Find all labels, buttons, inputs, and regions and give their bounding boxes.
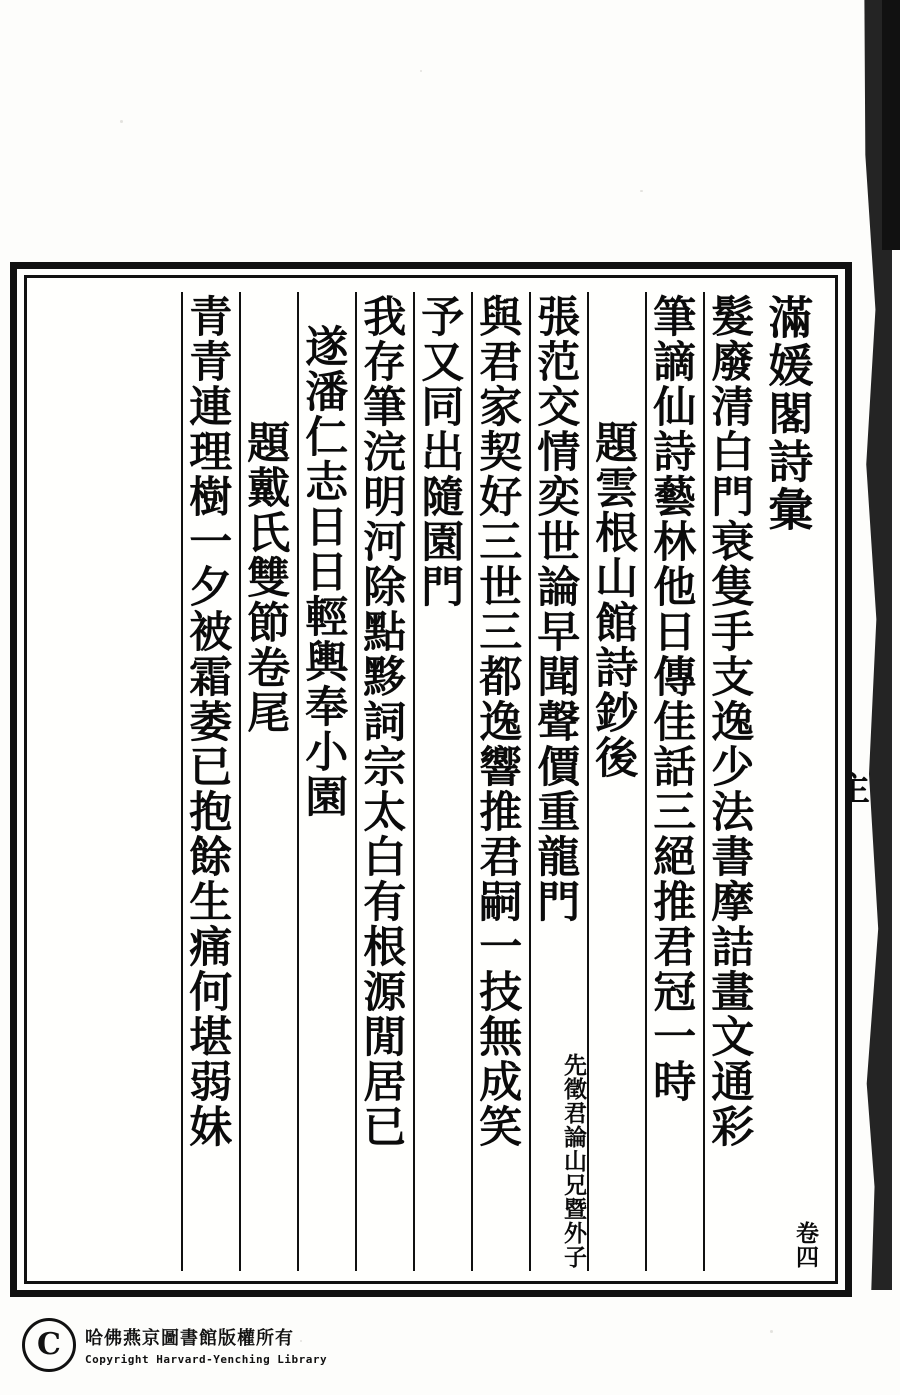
text-columns (45, 292, 819, 1271)
verse-line: 髮廢清白門衰隻手支逸少法書摩詰畫文通彩 (704, 294, 755, 1149)
column-verse-7 (297, 292, 355, 1271)
column-poem-title-2 (239, 292, 297, 1271)
binding-shadow-top (882, 0, 900, 250)
text-block-frame (10, 262, 852, 1297)
library-copyright-stamp (22, 1318, 327, 1372)
interlinear-note: 先徵君論山兄暨外子 (560, 1053, 587, 1269)
column-poem-title-1 (587, 292, 645, 1271)
scan-speckle (300, 1340, 302, 1342)
scan-speckle (420, 70, 422, 72)
volume-marker: 卷四 (792, 1221, 819, 1269)
copyright-icon: C (22, 1318, 76, 1372)
stamp-text (85, 1324, 327, 1366)
column-verse-2 (645, 292, 703, 1271)
verse-line: 與君家契好三世三都逸響推君嗣一技無成笑 (472, 294, 523, 1149)
column-verse-3 (529, 292, 587, 1271)
column-verse-5 (413, 292, 471, 1271)
verse-line: 筆謫仙詩藝林他日傳佳話三絕推君冠一時 (646, 294, 697, 1104)
stamp-chinese-line: 哈佛燕京圖書館版權所有 (85, 1328, 294, 1349)
volume-marker-wrap (793, 1221, 817, 1269)
scan-speckle (640, 190, 643, 192)
column-title (761, 292, 819, 1271)
column-verse-8 (181, 292, 239, 1271)
column-verse-6 (355, 292, 413, 1271)
poem-title: 題雲根山館詩鈔後 (588, 420, 639, 780)
verse-line: 遂潘仁志日日輕輿奉小園 (298, 324, 349, 819)
verse-line: 青青連理樹一夕被霜萎已抱餘生痛何堪弱妹 (182, 294, 233, 1149)
scan-speckle (120, 120, 123, 123)
verse-line: 予又同出隨園門 (414, 294, 465, 609)
poem-title: 題戴氏雙節卷尾 (240, 420, 291, 735)
scan-speckle (770, 1330, 773, 1333)
column-verse-1 (703, 292, 761, 1271)
verse-line: 張范交情奕世論早聞聲價重龍門 (530, 294, 581, 924)
column-verse-4 (471, 292, 529, 1271)
stamp-english-line: Copyright Harvard-Yenching Library (85, 1353, 328, 1366)
interlinear-note-wrap (561, 1053, 585, 1269)
verse-line: 我存筆浣明河除點黟詞宗太白有根源閒居已 (356, 294, 407, 1149)
book-title: 滿媛閣詩彙 (760, 294, 814, 534)
text-block-inner-rule (24, 275, 838, 1284)
